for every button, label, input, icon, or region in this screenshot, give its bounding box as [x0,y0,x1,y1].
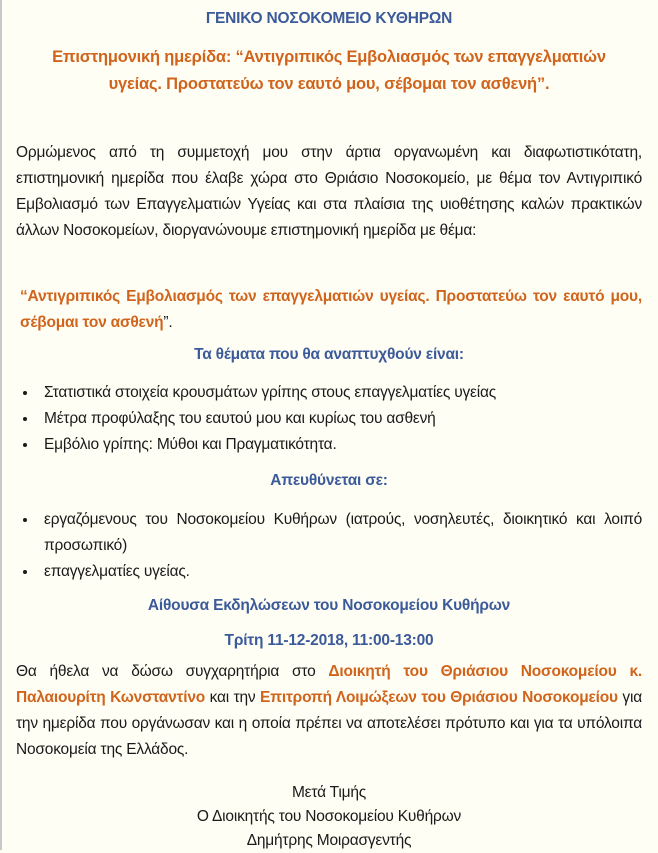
list-item: • Στατιστικά στοιχεία κρουσμάτων γρίπης στους επαγγελματίες υγείας [38,380,642,406]
topics-list [18,380,642,458]
thanks-text: για την ημερίδα που οργάνωσαν και η οποία πρέπει να αποτελέσει πρότυπο και για τα υπόλοιπα Νοσοκομεία της Ελλάδος. [16,689,642,758]
list-item: • Εμβόλιο γρίπης: Μύθοι και Πραγματικότητα. [38,432,642,458]
signature-name: Δημήτρης Μοιρασγεντής [246,832,412,849]
topics-heading: Τα θέματα που θα αναπτυχθούν είναι: [194,346,464,363]
event-datetime: Τρίτη 11-12-2018, 11:00-13:00 [224,632,434,649]
thanks-highlight: Επιτροπή Λοιμώξεων του Θριάσιου Νοσοκομείου [260,689,618,706]
event-quote [20,284,642,336]
quote-end: ”. [163,314,173,331]
intro-paragraph: Ορμώμενος από τη συμμετοχή μου στην άρτια οργανωμένη και διαφωτιστικότατη, επιστημονική ημερίδα που έλαβε χώρα στο Θριάσιο Νοσοκομείο, με θέμα τον Αντιγριπικό Εμβολιασμό των Επαγγελματιών Υγείας και στα πλαίσια της υιοθέτησης καλών πρακτικών άλλων Νοσοκομείων, διοργανώνουμε επιστημονική ημερίδα με θέμα: [16,144,642,239]
signature-role: Ο Διοικητής του Νοσοκομείου Κυθήρων [196,808,462,825]
hospital-title: ΓΕΝΙΚΟ ΝΟΣΟΚΟΜΕΙΟ ΚΥΘΗΡΩΝ [205,10,453,27]
thanks-highlight: Διοικητή του Θριάσιου Νοσοκομείου κ. Παλαιουρίτη Κωνσταντίνο [16,663,642,706]
venue: Αίθουσα Εκδηλώσεων του Νοσοκομείου Κυθήρων [147,597,511,614]
list-item: • εργαζόμενους του Νοσοκομείου Κυθήρων (ιατρούς, νοσηλευτές, διοικητικό και λοιπό προσωπικό) [38,507,642,559]
quote-text: “Αντιγριπικός Εμβολιασμός των επαγγελματιών υγείας. Προστατεύω τον εαυτό μου, σέβομαι τον ασθενή [20,288,642,331]
thanks-text: και την [205,689,261,706]
page-border [0,0,2,850]
event-subtitle [16,44,642,98]
thanks-text: Θα ήθελα να δώσω συγχαρητήρια στο [16,663,329,680]
list-item: • Μέτρα προφύλαξης του εαυτού μου και κυρίως του ασθενή [38,406,642,432]
subtitle-line-2 [16,71,642,98]
subtitle-line: Επιστημονική ημερίδα: “Αντιγριπικός Εμβολιασμός των επαγγελματιών [52,48,606,66]
subtitle-line-2-text: υγείας. Προστατεύω τον εαυτό μου, σέβομαι τον ασθενή”. [108,75,550,93]
signature [16,781,642,853]
signature-closing: Μετά Τιμής [291,784,367,801]
audience-heading: Απευθύνεται σε: [270,472,388,489]
thanks-paragraph [16,659,642,763]
list-item: • επαγγελματίες υγείας. [38,559,642,585]
audience-list [18,507,642,585]
